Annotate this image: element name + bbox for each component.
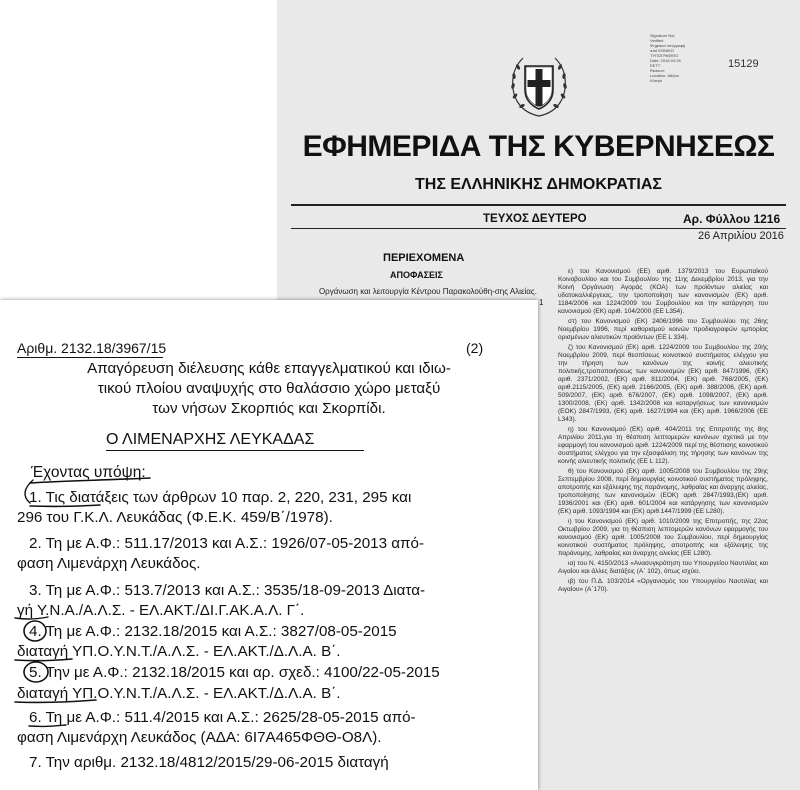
authority-heading: Ο ΛΙΜΕΝΑΡΧΗΣ ΛΕΥΚΑΔΑΣ	[106, 431, 315, 448]
toc-page-number: 1	[539, 298, 544, 307]
considering-label: Έχοντας υπόψη:	[31, 464, 146, 481]
list-item: 2. Τη με Α.Φ.: 511.17/2013 και Α.Σ.: 1926/07-05-2013 από-	[29, 535, 425, 552]
list-item: φαση Λιμενάρχη Λευκάδος.	[17, 555, 201, 572]
list-item: 4. Τη με Α.Φ.: 2132.18/2015 και Α.Σ.: 3827/08-05-2015	[29, 623, 397, 640]
gazette-title: ΕΦΗΜΕΡΙΔΑ ΤΗΣ ΚΥΒΕΡΝΗΣΕΩΣ	[302, 130, 775, 163]
paragraph: ια) του Ν. 4150/2013 «Ανασυγκρότηση του Υπουργείου Ναυτιλίας και Αιγαίου και άλλες διατάξεις (Α΄ 102), όπως ισχύει.	[558, 560, 768, 575]
decisions-heading: ΑΠΟΦΑΣΕΙΣ	[390, 270, 443, 280]
paragraph: ε) του Κανονισμού (ΕΕ) αριθ. 1379/2013 του Ευρωπαϊκού Κοινοβουλίου και του Συμβουλίου της 11ης Δεκεμβρίου 2013, για την Κοινή Οργάνωση Αγοράς (ΚΟΑ) των προϊόντων αλιείας και υδατοκαλλιέργειας, την τροποποίηση των κανονισμών (ΕΚ) αριθ. 1184/2006 και 1224/2009 του Συμβουλίου και την κατάργηση του κανονισμού (ΕΚ) αριθ. 104/2000 (ΕΕ L354).	[558, 268, 768, 315]
greek-coat-of-arms-icon	[505, 52, 573, 120]
list-item: φαση Λιμενάρχη Λευκάδος (ΑΔΑ: 6Ι7Α465ΦΘΘ-Ο8Λ).	[17, 729, 382, 746]
paragraph: ι) του Κανονισμού (ΕΚ) αριθ. 1010/2009 της Επιτροπής, της 22ας Οκτωβρίου 2009, για τη θέσπιση λεπτομερών κανόνων εφαρμογής του κανονισμού (ΕΚ) αριθ. 1005/2008 του Συμβουλίου, περί δημιουργίας κοινοτικού συστήματος πρόληψης, αποτροπής και εξάλειψης της παράνομης, λαθραίας και άναρχης αλιείας (ΕΕ L280).	[558, 518, 768, 557]
list-item: 3. Τη με Α.Φ.: 513.7/2013 και Α.Σ.: 3535/18-09-2013 Διατα-	[29, 582, 426, 599]
paragraph: θ) του Κανονισμού (ΕΚ) αριθ. 1005/2008 του Συμβουλίου της 29ης Σεπτεμβρίου 2008, περί δημιουργίας κοινοτικού συστήματος πρόληψης, αποτροπής και εξάλειψης της παράνομης, λαθραίας και άναρχης αλιείας, τροποποίησης των κανονισμών (ΕΟΚ) αριθ. 2847/1993,(ΕΚ) αριθ. 1936/2001 και (ΕΚ) αριθ. 601/2004 και κατάργησης των κανονισμών (ΕΚ) αριθ. 1093/1994 και (ΕΚ) αριθ.1447/1999 (ΕΕ L280).	[558, 468, 768, 515]
list-item: 7. Την αριθμ. 2132.18/4812/2015/29-06-2015 διαταγή	[29, 754, 389, 771]
list-item: 296 του Γ.Κ.Λ. Λευκάδας (Φ.Ε.Κ. 459/Β΄/1978).	[17, 509, 333, 526]
list-item: 5. Την με Α.Φ.: 2132.18/2015 και αρ. σχεδ.: 4100/22-05-2015	[29, 664, 440, 681]
list-item: διαταγή ΥΠ.Ο.Υ.Ν.Τ./Α.Λ.Σ. - ΕΛ.ΑΚΤ./Δ.Λ.Α. Β΄.	[17, 643, 341, 660]
subject-line: των νήσων Σκορπιός και Σκορπίδι.	[152, 400, 386, 417]
list-item: 6. Τη με Α.Φ.: 511.4/2015 και Α.Σ.: 2625/28-05-2015 από-	[29, 709, 416, 726]
document-number: (2)	[466, 340, 484, 356]
digital-signature-block: Signature Not Verified Ψηφιακά υπογραφή από ΕΘΝΙΚΟ ΤΥΠΟΓΡΑΦΕΙΟ Date: 2016.04.26 ΕΕΤΤ Reason: Location: Αθήνα Κύπρο	[650, 33, 686, 83]
paragraph: ιβ) του Π.Δ. 103/2014 «Οργανισμός του Υπουργείου Ναυτιλίας και Αιγαίου» (Α΄170).	[558, 578, 768, 593]
paragraph: ζ) του Κανονισμού (ΕΚ) αριθ. 1224/2009 του Συμβουλίου της 20ής Νοεμβρίου 2009, περί θεσπίσεως κοινοτικού συστήματος ελέγχου για την τήρηση των κανόνων της κοινής αλιευτικής πολιτικής,τροποποιήσεως των κανονισμών (ΕΚ) αριθ. 847/1996, (ΕΚ) αριθ. 2371/2002, (ΕΚ) αριθ. 811/2004, (ΕΚ) αριθ. 768/2005, (ΕΚ) αριθ.2115/2005, (ΕΚ) αριθ. 2166/2005, (ΕΚ) αριθ. 388/2006, (ΕΚ) αριθ. 509/2007, (ΕΚ) αριθ. 676/2007, (ΕΚ) αριθ. 1098/2007, (ΕΚ) αριθ. 1300/2008, (ΕΚ) αριθ. 1342/2008 και καταργήσεως των κανονισμών (ΕΟΚ) 2847/1993, (ΕΚ) αριθ. 1627/1994 και (ΕΚ) αριθ. 1966/2006 (ΕΕ L343).	[558, 344, 768, 423]
sheet-number: 1216	[753, 212, 781, 226]
pen-annotations	[0, 300, 538, 790]
subject-line: Απαγόρευση διέλευσης κάθε επαγγελματικού και ιδιω-	[87, 360, 451, 377]
divider	[291, 228, 786, 229]
right-column-text	[558, 268, 768, 596]
gazette-subtitle: ΤΗΣ ΕΛΛΗΝΙΚΗΣ ΔΗΜΟΚΡΑΤΙΑΣ	[415, 176, 662, 193]
list-item: 1. Τις διατάξεις των άρθρων 10 παρ. 2, 220, 231, 295 και	[29, 489, 412, 506]
list-item: γή Υ.Ν.Α./Α.Λ.Σ. - ΕΛ.ΑΚΤ./ΔΙ.Γ.ΑΚ.Α.Λ. Γ΄.	[17, 602, 305, 619]
issue-date: 26 Απριλίου 2016	[698, 230, 784, 242]
decision-clipping	[0, 300, 538, 790]
contents-heading: ΠΕΡΙΕΧΟΜΕΝΑ	[383, 252, 465, 264]
subject-line: τικού πλοίου αναψυχής στο θαλάσσιο χώρο μεταξύ	[97, 380, 441, 397]
decision-reference: Αριθμ. 2132.18/3967/15	[17, 340, 167, 356]
toc-entry: Οργάνωση και λειτουργία Κέντρου Παρακολούθη-σης Αλιείας.	[318, 287, 537, 296]
list-item: διαταγή ΥΠ.Ο.Υ.Ν.Τ./Α.Λ.Σ. - ΕΛ.ΑΚΤ./Δ.Λ.Α. Β΄.	[17, 685, 341, 702]
sheet-number-label: Αρ. Φύλλου 1216	[683, 212, 781, 226]
divider	[291, 204, 786, 206]
paragraph: στ) του Κανονισμού (ΕΚ) 2406/1996 του Συμβουλίου της 26ης Νοεμβρίου 1996, περί καθορισμού κοινών προδιαγραφών εμπορίας ορισμένων αλιευτικών προϊόντων (ΕΕ L 334).	[558, 318, 768, 341]
page-number: 15129	[728, 58, 759, 70]
paragraph: η) του Κανονισμού (ΕΚ) αριθ. 404/2011 της Επιτροπής της 8ης Απριλίου 2011,για τη θέσπιση λεπτομερών κανόνων σχετικά με την εφαρμογή του κανονισμού αριθ. 1224/2009 περί της θέσπισης κοινοτικού συστήματος ελέγχου για την εξασφάλιση της τήρησης των κανόνων της κοινής αλιευτικής πολιτικής (ΕΕ L 112).	[558, 426, 768, 465]
issue-series: ΤΕΥΧΟΣ ΔΕΥΤΕΡΟ	[483, 213, 587, 225]
